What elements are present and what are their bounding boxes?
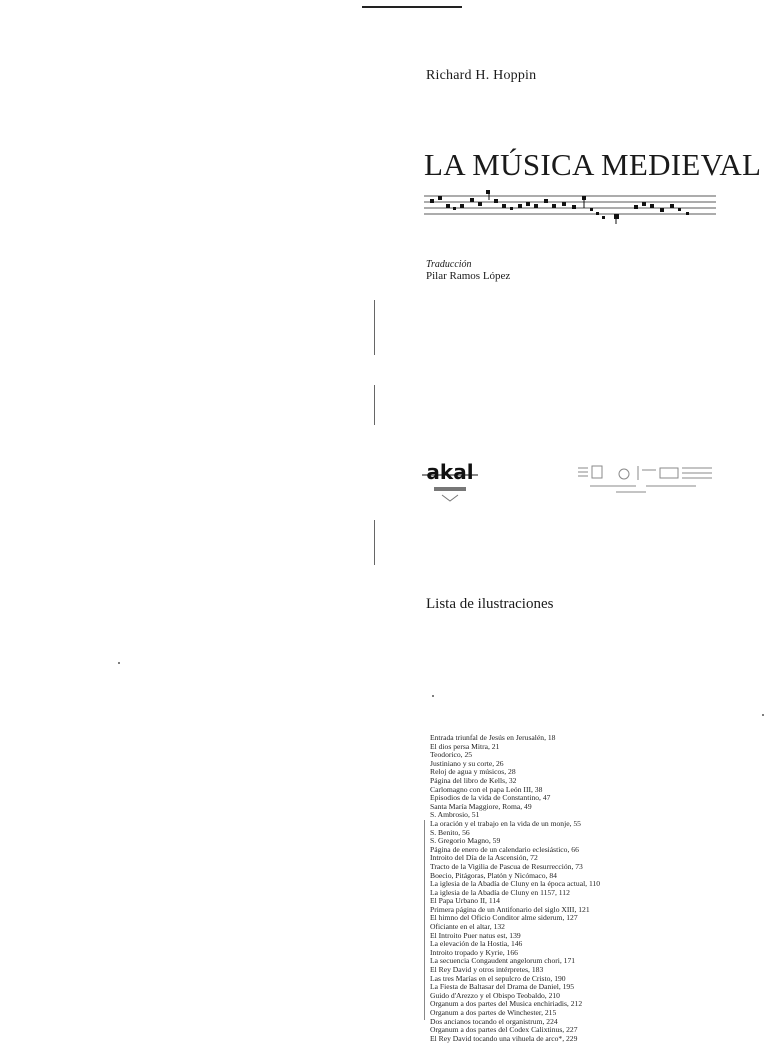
list-item: Episodios de la vida de Constantino, 47 (430, 794, 551, 803)
scan-mark-margin (374, 520, 375, 565)
list-item: Página del libro de Kells, 32 (430, 776, 517, 785)
list-item: La secuencia Congaudent angelorum chori, 171 (430, 957, 576, 966)
list-item: El himno del Oficio Conditor alme siderum, 127 (430, 914, 578, 923)
translator-name: Pilar Ramos López (426, 270, 511, 282)
illustrations-heading: Lista de ilustraciones (426, 596, 554, 612)
list-item: Página de enero de un calendario eclesiástico, 66 (430, 845, 579, 854)
list-item: Primera página de un Antifonario del siglo XIII, 121 (430, 905, 590, 914)
list-item: S. Benito, 56 (430, 828, 470, 837)
scan-speck (432, 695, 434, 697)
publisher-logo (420, 455, 480, 505)
scan-speck (762, 714, 764, 716)
list-item: Justiniano y su corte, 26 (430, 759, 504, 768)
scan-mark-margin (424, 820, 425, 1020)
list-item: Introito del Día de la Ascensión, 72 (430, 854, 538, 863)
list-item: El dios persa Mitra, 21 (430, 742, 500, 751)
list-item: La oración y el trabajo en la vida de un monje, 55 (430, 819, 581, 828)
library-stamp (576, 462, 716, 512)
author-name: Richard H. Hoppin (426, 68, 537, 83)
music-staff-ornament (420, 188, 720, 228)
list-item: Organum a dos partes del Codex Calixtinus, 227 (430, 1026, 578, 1035)
list-item: El Rey David tocando una vihuela de arco*, 229 (430, 1034, 578, 1043)
list-item: Entrada triunfal de Jesús en Jerusalén, 18 (430, 734, 556, 742)
book-title: LA MÚSICA MEDIEVAL (424, 147, 762, 182)
list-item: La Fiesta de Baltasar del Drama de Daniel, 195 (430, 983, 575, 992)
svg-text:akal: akal (426, 460, 474, 484)
translation-label: Traducción (426, 259, 472, 270)
list-item: El Papa Urbano II, 114 (430, 897, 500, 906)
list-item: Organum a dos partes del Musica enchiriadis, 212 (430, 1000, 583, 1009)
list-item: Tracto de la Vigilia de Pascua de Resurrección, 73 (430, 862, 583, 871)
list-item: Reloj de agua y músicos, 28 (430, 768, 516, 777)
scan-speck (118, 662, 120, 664)
list-item: Dos ancianos tocando el organistrum, 224 (430, 1017, 558, 1026)
list-item: Guido d'Arezzo y el Obispo Teobaldo, 210 (430, 991, 560, 1000)
list-item: El Rey David y otros intérpretes, 183 (430, 966, 544, 975)
list-item: Organum a dos partes de Winchester, 215 (430, 1009, 557, 1017)
list-item: La elevación de la Hostia, 146 (430, 940, 523, 949)
scan-mark-margin (374, 385, 375, 425)
illustrations-list (430, 734, 750, 1043)
list-item: Teodorico, 25 (430, 751, 473, 760)
list-item: El Introito Puer natus est, 139 (430, 931, 521, 940)
list-item: Santa María Maggiore, Roma, 49 (430, 802, 532, 811)
list-item: La iglesia de la Abadía de Cluny en 1157, 112 (430, 888, 570, 897)
list-item: S. Gregorio Magno, 59 (430, 837, 501, 846)
list-item: S. Ambrosio, 51 (430, 811, 480, 820)
scan-mark-margin (374, 300, 375, 355)
list-item: Introito tropado y Kyrie, 166 (430, 948, 518, 957)
scan-mark-top (362, 6, 462, 8)
list-item: Boecio, Pitágoras, Platón y Nicómaco, 84 (430, 871, 557, 880)
list-item: La iglesia de la Abadía de Cluny en la época actual, 110 (430, 880, 601, 889)
list-item: Carlomagno con el papa León III, 38 (430, 785, 543, 794)
list-item: Las tres Marías en el sepulcro de Cristo, 190 (430, 974, 566, 983)
list-item: Oficiante en el altar, 132 (430, 923, 505, 932)
